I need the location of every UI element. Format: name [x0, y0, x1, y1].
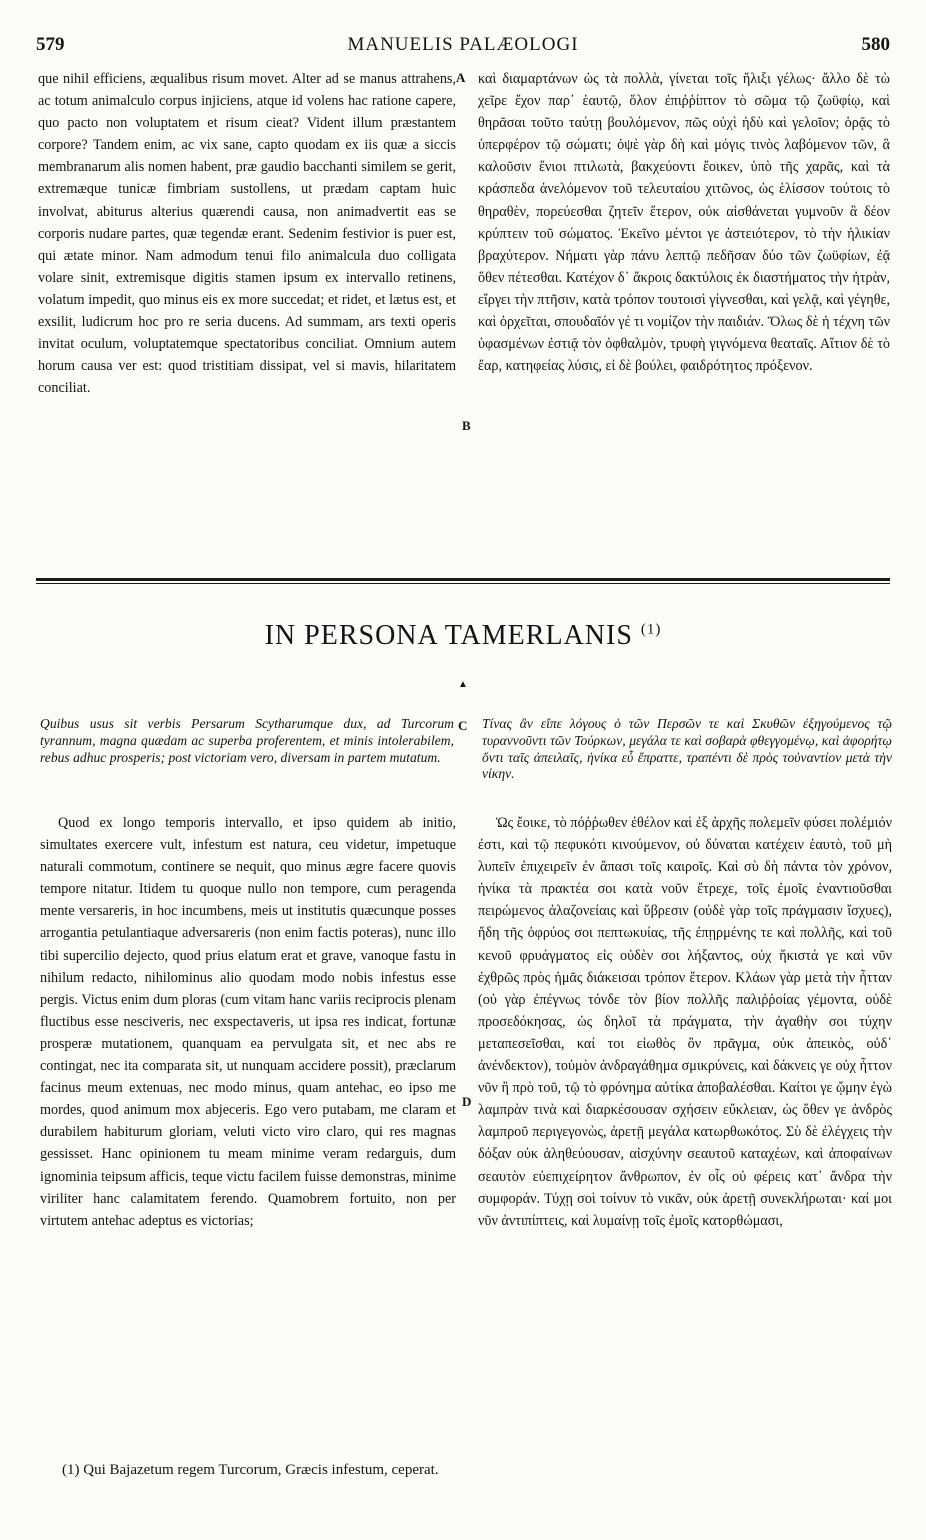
latin-column-top: [38, 68, 456, 399]
greek-summary: Τίνας ἂν εἴπε λόγους ὁ τῶν Περσῶν τε καὶ Σκυθῶν ἐξηγούμενος τῷ τυραννοῦντι τῶν Τούρκων, μεγάλα τε καὶ σοβαρὰ φθεγγομένῳ, καὶ ἀφορήτῳ ὄντι ταῖς ἀπειλαῖς, ἡνίκα εὖ ἔπραττε, τραπέντι δὲ πρὸς τοὐναντίον μετὰ τὴν νίκην.: [482, 716, 892, 782]
latin-summary: Quibus usus sit verbis Persarum Scytharumque dux, ad Turcorum tyrannum, magna quædam ac superba proferentem, et minis intolerabilem, rebus adhuc prosperis; post victoriam vero, diversam in partem mutatum.: [40, 716, 454, 765]
margin-letter-b: B: [462, 418, 471, 433]
footnote-ref: (1): [640, 621, 662, 638]
greek-body-paragraph: Ὡς ἔοικε, τὸ πόῤῥωθεν ἐθέλον καὶ ἐξ ἀρχῆς πολεμεῖν φύσει πολέμιόν ἐστι, καὶ τῷ πεφυκότι κινούμενον, οὐ δύναται κατέχειν ἑαυτὸ, τοῦ μὴ λυπεῖν ἐπιχειρεῖν ἐν ἅπασι τοῖς καιροῖς. Καὶ σὺ δὴ πάντα τὸν χρόνον, ἡνίκα τὰ πρακτέα σοι κατὰ νοῦν ἔτρεχε, τοῖς ἐμοῖς ἐναντιοῦσθαι πειρώμενος ἀλαζονείαις καὶ ὕβρεσιν (οὐδὲ γὰρ τοῖς πράγμασιν ἴσχυες), ἤδη τῆς ὀφρύος σοι πεπτωκυίας, τῆς ἐπῃρμένης τε καὶ πολλῆς, καὶ τοῦ κενοῦ φρυάγματος εἰς οὐδὲν σοι λήξαντος, οὐχ ἥκιστά γε καὶ νῦν ἐχθρῶς πρὸς ἡμᾶς διάκεισαι τρόπον ἕτερον. Κλάων γὰρ μετὰ τὴν ἧτταν (οὐ γὰρ ἐπέγνως τόνδε τὸν βίον πολλῆς παλιῤῥοίας γέμοντα, οὐδὲ προσεδόκησας, ὡς δηλοῖ τὰ πράγματα, τὴν ἀγαθὴν σοι τύχην μεταπεσεῖσθαι, καί τοι εἰωθὸς ὂν πρᾶγμα, οὐκ ἀπεικὸς, οὐδ᾽ ἀνένδεκτον), τοὐμὸν ἀνδραγάθημα σμικρύνεις, καὶ δάκνεις γε οὐχ ἧττον νῦν ἢ πρὸ τοῦ, τῷ τὸ φρόνημα αὐτίκα ἀποβαλέσθαι. Καίτοι γε ᾤμην ἐγὼ λαμπρὰν τινὰ καὶ διαρκέσουσαν σχήσειν εὔκλειαν, ὡς ὅθεν γε ἀνδρὸς λαμπροῦ περιγεγονὼς, ἀρετῇ μεγάλα κατωρθωκότος. Σὺ δὲ ἐλέγχεις τὴν δόξαν οὐκ ἀληθεύουσαν, αἰσχύνην σεαυτοῦ καταχέων, καὶ ἀποφαίνων σεαυτὸν εὐεπιχείρητον ἄνθρωπον, ἐν οἷς οὐ φέρεις κατ᾽ ἄνδρα τὴν συμφοράν. Τύχῃ σοὶ τοίνυν τὸ νικᾶν, οὐκ ἀρετῇ συνεκλήρωται· καί μοι νῦν ἀντιπίπτεις, καὶ λυμαίνῃ τοῖς ἐμοῖς κατορθώμασι,: [478, 815, 892, 1229]
margin-letter-c: C: [458, 718, 468, 733]
greek-paragraph: καὶ διαμαρτάνων ὡς τὰ πολλὰ, γίνεται τοῖς ἥλιξι γέλως· ἄλλο δὲ τὼ χεῖρε ἔχον παρ᾽ ἑαυτῷ, ὅλον ἐπιῤῥίπτον τὸ σῶμα τῷ ζωϋφίῳ, καὶ θηρᾶσαι τοῦτο ταύτῃ βουλόμενον, πῶς οὐχὶ ἡδὺ καὶ γελοῖον; ὁρᾷς τὸ ὑπερφέρον τῷ σώματι; ὀψὲ γὰρ δὴ καὶ μόγις τινὸς λαβόμενον τῶν, ἃ καλοῦσιν ἔνιοι πτιλωτὰ, βακχεύοντι ἔοικεν, ὑπὸ τῆς χαρᾶς, καὶ τὰ κράσπεδα ἀνελόμενον τοῦ τελευταίου χιτῶνος, ὡς ἑλίσσον τούτοις τὸ θηραθὲν, πορεύεσθαι ζητεῖν ἕτερον, οὐκ αἰσθάνεται γυμνοῦν ἃ δέον κρύπτειν τοῦ σώματος. Ἐκεῖνο μέντοι γε ἀστειότερον, τὸ τὴν ἡλικίαν βραχύτερον. Νήματι γὰρ πάνυ λεπτῷ πεδῆσαν δύο τῶν ζωϋφίων, ἐᾷ ὅθεν πέτεσθαι. Κατέχον δ᾽ ἄκροις δακτύλοις ἐκ διαστήματος τὴν ἠτρὰν, εἴργει τὴν πτῆσιν, κατὰ τρόπον τουτοισὶ γίγνεσθαι, καὶ γελᾷ, καὶ γέγηθε, καὶ ὀρχεῖται, σπουδαῖόν γέ τι νομίζον τὴν παιδιάν. Ὅλως δὲ ἡ τέχνη τῶν ὑφασμένων ἐστιᾷ τὸν ὀφθαλμὸν, τρυφὴ γιγνόμενα θεαταῖς. Αἴτιον δὲ τὸ ἔαρ, κατηφείας λύσις, εἰ δὲ βούλει, φαιδρότητος πρόξενον.: [478, 71, 890, 375]
greek-column-body: [478, 812, 892, 1232]
section-divider-thick: [36, 578, 890, 581]
footnote: (1) Qui Bajazetum regem Turcorum, Græcis infestum, ceperat.: [62, 1462, 439, 1478]
margin-letter-d: D: [462, 1094, 472, 1109]
section-title: [0, 620, 926, 652]
latin-paragraph: que nihil efficiens, æqualibus risum movet. Alter ad se manus attrahens, ac totum animalculo corpus injiciens, atque id volens hac ratione capere, quo pacto non voluptatem et risum cieat? Vident illum præstantem corpore? Tandem enim, ac vix sane, capto quodam ex iis quæ a siccis membranarum alis nomen habent, præ gaudio bacchanti similem se gerit, extremæque tunicæ fimbriam sustollens, ut prædam captam huic involvat, abiturus alterius quærendi causa, non animadvertit eas se corporis nudare partes, quæ tegendæ erant. Sedenim festivior is puer est, qui ætate minor. Nam admodum tenui filo animalcula duo colligata volare sinit, extremisque digitis stamen ipsum ex intervallo retinens, volatum impedit, quo minus eis ex more succedat; et ridet, et lætus est, et exsilit, ludicrum hoc pro re seria ducens. Ad summam, ars texti operis invitat oculum, voluptatemque spectatoribus conciliat. Omnium autem horum causa ver est: quod tristitiam dissipat, vel si mavis, hilaritatem conciliat.: [38, 71, 456, 397]
margin-letter-a: A: [456, 70, 466, 85]
latin-body-paragraph: Quod ex longo temporis intervallo, et ipso quidem ab initio, simultates exercere vult, infestum est natura, ceu videtur, impetuque naturali commotum, continere se nequit, quo minus ægre facere quovis tempore nitatur. Itidem tu quoque nullo non tempore, cum peragenda mente versareris, in hoc incumbens, meis ut institutis quæcunque posses arrogantia petulantiaque adversareris (non enim factis poteras), nunc illo tibi supercilio dejecto, quod prius elatum erat et grave, vanoque fastu in nihilum redacto, nihilominus alio quodam modo nobis infestus esse pergis. Victus enim dum ploras (cum vitam hanc variis reciprocis plenam fluctibus esse nesciveris, nec exspectaveris, ut ipsa res indicat, fortunæ prosperæ mutationem, quanquam ea pervulgata sit, et nec abs re contingat, nec ita comparata sit, ut nunquam accidere possit), præclarum facinus meum extenuas, nec modo minus, quam antehac, eo ipso me mordes, quod animum mox abjeceris. Ego vero putabam, me claram et durabilem habiturum gloriam, veluti victo viro claro, qui res magnas gessisset. Hanc opinionem tu meam minime veram redarguis, dum ignominia teipsum afficis, teque victu facilem fuisse demonstras, minime viriliter hanc calamitatem ferendo. Quamobrem fortuito, non per virtutem antehac adeptus es victorias;: [40, 815, 456, 1229]
running-title: MANUELIS PALÆOLOGI: [347, 34, 579, 55]
section-title-text: IN PERSONA TAMERLANIS: [264, 620, 633, 651]
page-number-right: 580: [861, 34, 890, 55]
latin-column-body: [40, 812, 456, 1232]
section-divider-thin: [36, 583, 890, 584]
ornament: ▲: [458, 679, 468, 690]
page-number-left: 579: [36, 34, 65, 55]
greek-column-top: [478, 68, 890, 377]
